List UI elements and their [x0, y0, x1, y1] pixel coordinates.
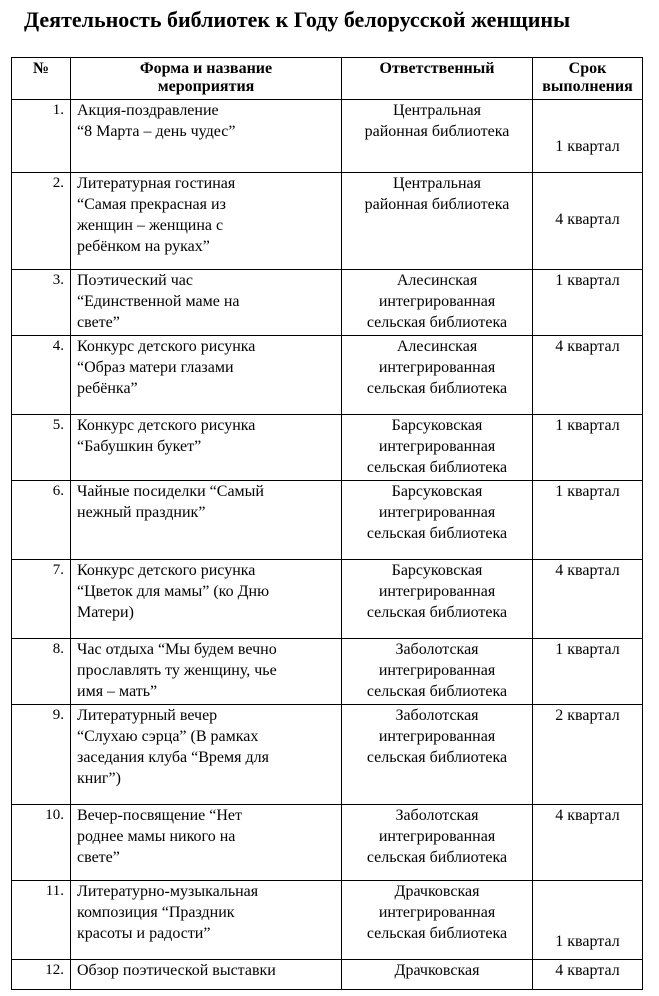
row-number: 9.: [12, 705, 71, 805]
row-number: 11.: [12, 881, 71, 960]
event-form-name: [71, 639, 342, 705]
responsible-line: интегрированная: [378, 828, 496, 845]
event-form-line: заседания клуба “Время для: [77, 749, 269, 766]
event-form-line: Матери): [77, 604, 134, 621]
responsible-line: интегрированная: [378, 359, 496, 376]
event-form-name: [71, 560, 342, 639]
responsible-library: [342, 270, 533, 336]
event-form-name: [71, 805, 342, 881]
term-value: 1 квартал: [555, 417, 620, 434]
event-form-name: [71, 960, 342, 990]
event-form-line: свете”: [77, 849, 120, 866]
responsible-line: сельская библиотека: [366, 749, 508, 766]
responsible-line: сельская библиотека: [366, 925, 508, 942]
term: [533, 805, 643, 881]
event-form-name: [71, 270, 342, 336]
responsible-line: сельская библиотека: [366, 525, 508, 542]
row-number: 5.: [12, 415, 71, 481]
term-value: 4 квартал: [555, 211, 620, 228]
event-form-line: Конкурс детского рисунка: [77, 562, 256, 579]
event-form-line: Поэтический час: [77, 272, 193, 289]
header-form-line1: Форма и название: [139, 60, 273, 77]
responsible-library: [342, 639, 533, 705]
responsible-library: [342, 173, 533, 270]
row-number: 4.: [12, 336, 71, 415]
responsible-line: Заболотская: [395, 807, 479, 824]
header-term: [533, 58, 643, 100]
term-value: 1 квартал: [555, 138, 620, 155]
table-row: [12, 639, 643, 705]
event-form-line: Вечер-посвящение “Нет: [77, 807, 243, 824]
event-form-line: “Единственной маме на: [77, 293, 240, 310]
table-row: [12, 270, 643, 336]
event-form-line: “Бабушкин букет”: [77, 438, 202, 455]
term: [533, 639, 643, 705]
event-form-line: прославлять ту женщину, чье: [77, 662, 277, 679]
event-form-line: “Образ матери глазами: [77, 359, 234, 376]
event-form-line: ребёнка”: [77, 380, 138, 397]
table-row: [12, 805, 643, 881]
row-number: 7.: [12, 560, 71, 639]
event-form-line: свете”: [77, 314, 120, 331]
table-row: [12, 336, 643, 415]
event-form-name: [71, 881, 342, 960]
responsible-line: сельская библиотека: [366, 849, 508, 866]
row-number: 2.: [12, 173, 71, 270]
term: [533, 560, 643, 639]
responsible-line: сельская библиотека: [366, 380, 508, 397]
responsible-line: интегрированная: [378, 583, 496, 600]
table-row: [12, 481, 643, 560]
term-value: 4 квартал: [555, 562, 620, 579]
term: [533, 100, 643, 173]
event-form-name: [71, 100, 342, 173]
term-value: 4 квартал: [555, 962, 620, 979]
event-form-name: [71, 481, 342, 560]
table-row: [12, 560, 643, 639]
responsible-line: интегрированная: [378, 728, 496, 745]
event-form-line: женщин – женщина с: [77, 217, 224, 234]
responsible-line: Барсуковская: [391, 483, 483, 500]
header-num: №: [12, 58, 71, 100]
term-value: 1 квартал: [555, 483, 620, 500]
event-form-name: [71, 336, 342, 415]
responsible-line: сельская библиотека: [366, 459, 508, 476]
responsible-library: [342, 100, 533, 173]
event-form-line: Час отдыха “Мы будем вечно: [77, 641, 277, 658]
event-form-line: Литературно-музыкальная: [77, 883, 259, 900]
responsible-library: [342, 336, 533, 415]
term: [533, 336, 643, 415]
term: [533, 270, 643, 336]
responsible-line: Центральная: [393, 102, 481, 119]
row-number: 12.: [12, 960, 71, 990]
event-form-line: Литературная гостиная: [77, 175, 236, 192]
event-form-line: книг”): [77, 770, 121, 787]
responsible-line: Алесинская: [396, 338, 478, 355]
term-value: 1 квартал: [555, 933, 620, 950]
event-form-line: “Самая прекрасная из: [77, 196, 226, 213]
responsible-line: районная библиотека: [364, 123, 510, 140]
event-form-name: [71, 415, 342, 481]
table-row: [12, 100, 643, 173]
event-form-line: нежный праздник”: [77, 504, 206, 521]
event-form-line: ребёнком на руках”: [77, 238, 210, 255]
term: [533, 881, 643, 960]
event-form-line: “Слухаю сэрца” (В рамках: [77, 728, 259, 745]
header-form-line2: мероприятия: [157, 78, 255, 95]
responsible-line: сельская библиотека: [366, 604, 508, 621]
row-number: 3.: [12, 270, 71, 336]
responsible-line: сельская библиотека: [366, 683, 508, 700]
event-form-line: композиция “Праздник: [77, 904, 235, 921]
header-term-line2: выполнения: [542, 78, 633, 95]
responsible-line: Заболотская: [395, 707, 479, 724]
responsible-library: [342, 881, 533, 960]
responsible-line: Драчковская: [394, 883, 480, 900]
responsible-line: Алесинская: [396, 272, 478, 289]
term-value: 4 квартал: [555, 807, 620, 824]
event-form-name: [71, 705, 342, 805]
table-row: [12, 173, 643, 270]
event-form-line: Обзор поэтической выставки: [77, 962, 276, 979]
header-form: [71, 58, 342, 100]
responsible-line: интегрированная: [378, 904, 496, 921]
responsible-library: [342, 960, 533, 990]
term-value: 1 квартал: [555, 272, 620, 289]
table-row: [12, 960, 643, 990]
table-row: [12, 881, 643, 960]
events-table: [11, 57, 643, 990]
term: [533, 960, 643, 990]
event-form-line: роднее мамы никого на: [77, 828, 236, 845]
responsible-line: интегрированная: [378, 438, 496, 455]
header-term-line1: Срок: [568, 60, 607, 77]
term-value: 1 квартал: [555, 641, 620, 658]
table-row: [12, 705, 643, 805]
event-form-name: [71, 173, 342, 270]
responsible-line: Барсуковская: [391, 562, 483, 579]
event-form-line: имя – мать”: [77, 683, 158, 700]
responsible-line: Заболотская: [395, 641, 479, 658]
responsible-line: интегрированная: [378, 662, 496, 679]
responsible-line: Центральная: [393, 175, 481, 192]
responsible-line: районная библиотека: [364, 196, 510, 213]
responsible-line: Драчковская: [394, 962, 480, 979]
header-responsible: Ответственный: [342, 58, 533, 100]
responsible-line: Барсуковская: [391, 417, 483, 434]
row-number: 8.: [12, 639, 71, 705]
event-form-line: “Цветок для мамы” (ко Дню: [77, 583, 270, 600]
term-value: 4 квартал: [555, 338, 620, 355]
responsible-line: интегрированная: [378, 504, 496, 521]
document-title: Деятельность библиотек к Году белорусской женщины: [24, 7, 571, 32]
row-number: 1.: [12, 100, 71, 173]
responsible-library: [342, 805, 533, 881]
responsible-line: сельская библиотека: [366, 314, 508, 331]
row-number: 6.: [12, 481, 71, 560]
table-row: [12, 415, 643, 481]
event-form-line: Конкурс детского рисунка: [77, 338, 256, 355]
event-form-line: Литературный вечер: [77, 707, 218, 724]
responsible-line: интегрированная: [378, 293, 496, 310]
event-form-line: Акция-поздравление: [77, 102, 219, 119]
row-number: 10.: [12, 805, 71, 881]
event-form-line: “8 Марта – день чудес”: [77, 123, 236, 140]
term: [533, 415, 643, 481]
term: [533, 705, 643, 805]
responsible-library: [342, 415, 533, 481]
event-form-line: красоты и радости”: [77, 925, 211, 942]
term: [533, 173, 643, 270]
term-value: 2 квартал: [555, 707, 620, 724]
event-form-line: Конкурс детского рисунка: [77, 417, 256, 434]
responsible-library: [342, 481, 533, 560]
event-form-line: Чайные посиделки “Самый: [77, 483, 264, 500]
responsible-library: [342, 560, 533, 639]
table-header-row: [12, 58, 643, 100]
responsible-library: [342, 705, 533, 805]
term: [533, 481, 643, 560]
